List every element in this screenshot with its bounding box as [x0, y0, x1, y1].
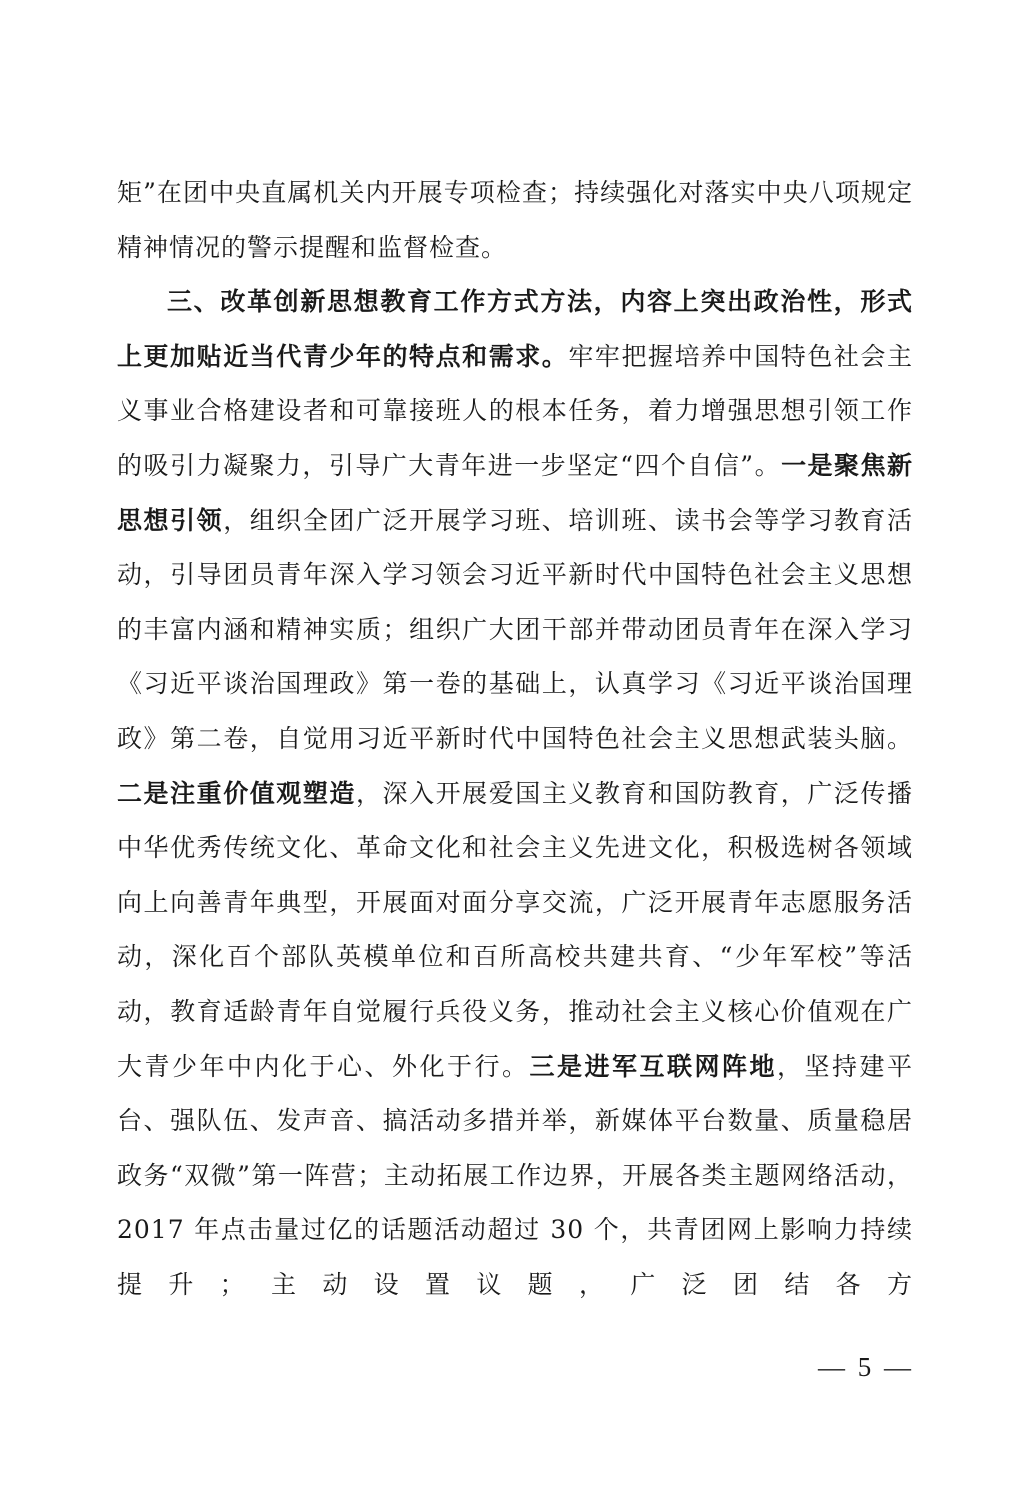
point-one-heading: 一是聚焦新思想引领 — [117, 450, 913, 535]
point-two-heading: 二是注重价值观塑造 — [117, 778, 356, 808]
paragraph-section-three — [117, 275, 913, 1312]
paragraph-text: ，坚持建平台、强队伍、发声音、搞活动多措并举，新媒体平台数量、质量稳居政务“双微”第一阵营；主动拓展工作边界，开展各类主题网络活动，2017 年点击量过亿的话题活动超过 30 个，共青团网上影响力持续提升；主动设置议题，广泛团结各方 — [117, 1051, 913, 1299]
paragraph-continuation — [117, 166, 913, 275]
paragraph-text: ，组织全团广泛开展学习班、培训班、读书会等学习教育活动，引导团员青年深入学习领会习近平新时代中国特色社会主义思想的丰富内涵和精神实质；组织广大团干部并带动团员青年在深入学习《习近平谈治国理政》第一卷的基础上，认真学习《习近平谈治国理政》第二卷，自觉用习近平新时代中国特色社会主义思想武装头脑。 — [117, 505, 913, 753]
body-text — [117, 166, 913, 1312]
paragraph-text: 牢牢把握培养中国特色社会主义事业合格建设者和可靠接班人的根本任务，着力增强思想引领工作的吸引力凝聚力，引导广大青年进一步坚定“四个自信”。 — [117, 341, 913, 480]
paragraph-text: ，深入开展爱国主义教育和国防教育，广泛传播中华优秀传统文化、革命文化和社会主义先进文化，积极选树各领域向上向善青年典型，开展面对面分享交流，广泛开展青年志愿服务活动，深化百个部队英模单位和百所高校共建共育、“少年军校”等活动，教育适龄青年自觉履行兵役义务，推动社会主义核心价值观在广大青少年中内化于心、外化于行。 — [117, 778, 913, 1081]
section-heading: 三、改革创新思想教育工作方式方法，内容上突出政治性，形式上更加贴近当代青少年的特点和需求。 — [117, 287, 913, 371]
paragraph-text: 矩”在团中央直属机关内开展专项检查；持续强化对落实中央八项规定精神情况的警示提醒和监督检查。 — [117, 178, 913, 262]
page-number: — 5 — — [818, 1352, 914, 1382]
point-three-heading: 三是进军互联网阵地 — [529, 1051, 777, 1081]
